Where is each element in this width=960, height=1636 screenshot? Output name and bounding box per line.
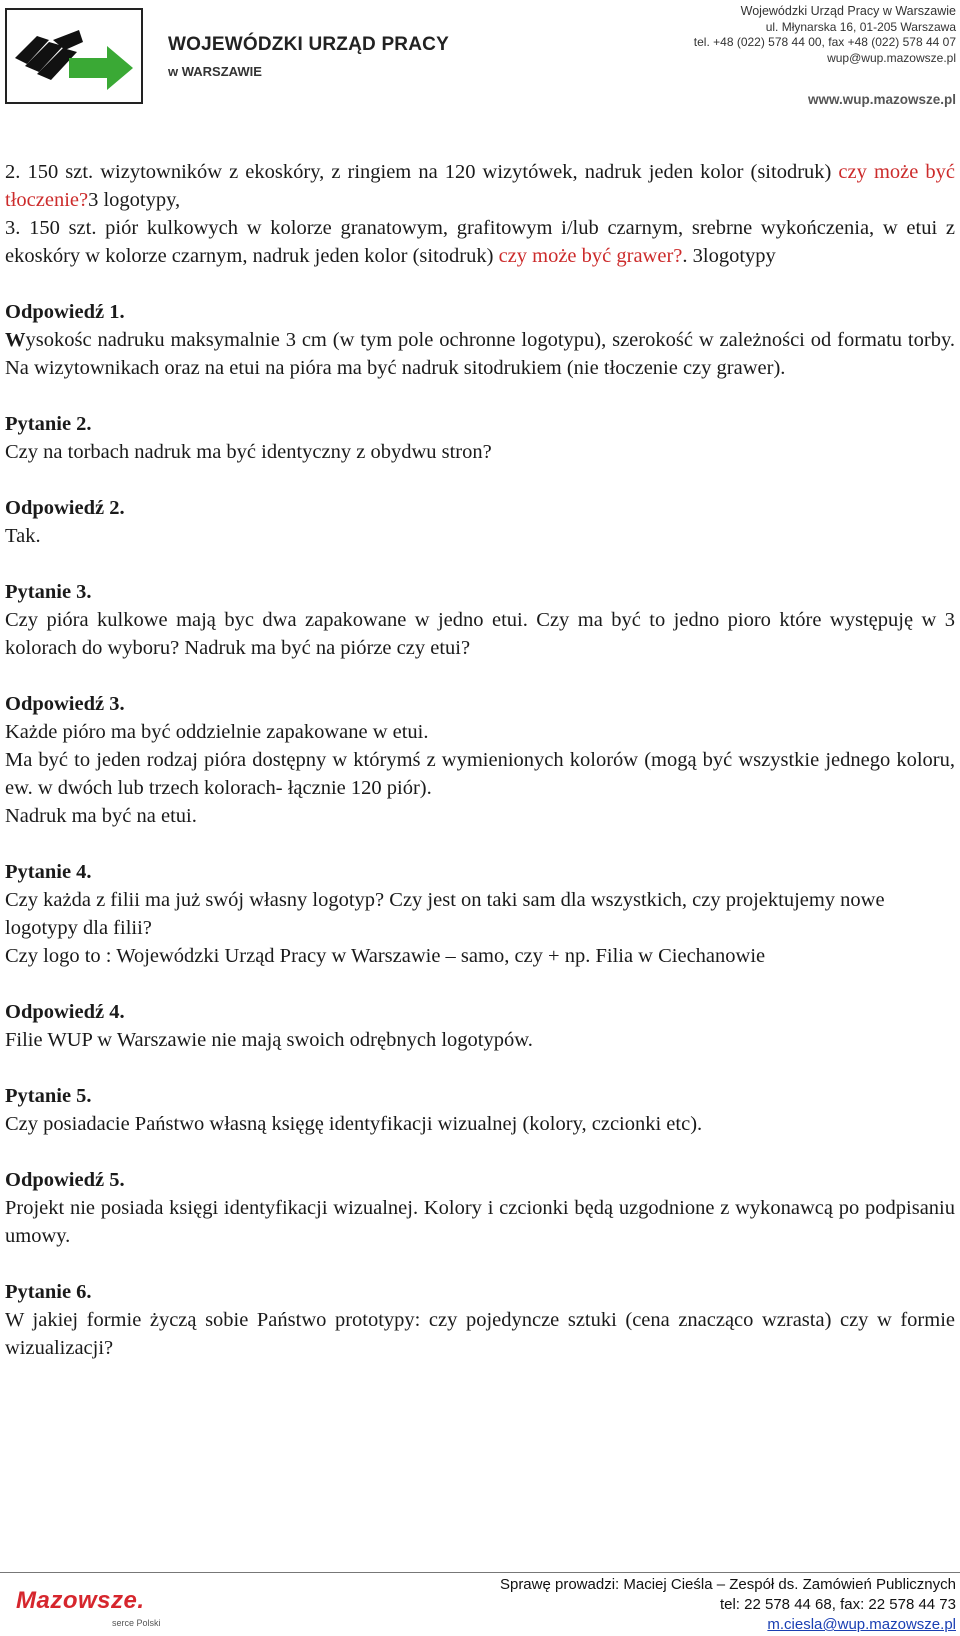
mazowsze-brand: Mazowsze. bbox=[16, 1587, 145, 1614]
answer-4-label: Odpowiedź 4. bbox=[5, 1001, 125, 1023]
footer-contact bbox=[500, 1575, 956, 1635]
item-2-text-end: 3 logotypy, bbox=[88, 189, 181, 211]
answer-5-label: Odpowiedź 5. bbox=[5, 1169, 125, 1191]
answer-3-text-3: Nadruk ma być na etui. bbox=[5, 805, 197, 827]
header-contact bbox=[694, 4, 956, 66]
answer-3-label: Odpowiedź 3. bbox=[5, 693, 125, 715]
question-2-text: Czy na torbach nadruk ma być identyczny z obydwu stron? bbox=[5, 441, 492, 463]
wup-logo-icon bbox=[7, 10, 141, 102]
footer-divider bbox=[0, 1572, 960, 1573]
footer-line-2: tel: 22 578 44 68, fax: 22 578 44 73 bbox=[719, 1596, 956, 1613]
question-6-label: Pytanie 6. bbox=[5, 1281, 92, 1303]
answer-2-text: Tak. bbox=[5, 525, 41, 547]
footer-email-link[interactable]: m.ciesla@wup.mazowsze.pl bbox=[767, 1616, 956, 1633]
contact-line-4[interactable]: wup@wup.mazowsze.pl bbox=[827, 50, 956, 65]
answer-3-text-2: Ma być to jeden rodzaj pióra dostępny w którymś z wymienionych kolorów (mogą być wszystkie jednego koloru, ew. w dwóch lub trzech kolorach- łącznie 120 piór). bbox=[5, 749, 955, 799]
item-2 bbox=[5, 158, 955, 214]
contact-line-2: ul. Młynarska 16, 01-205 Warszawa bbox=[765, 19, 956, 34]
mazowsze-logo bbox=[16, 1587, 161, 1628]
question-3-text: Czy pióra kulkowe mają byc dwa zapakowane w jedno etui. Czy ma być to jedno pioro które występuję w 3 kolorach do wyboru? Nadruk ma być na piórze czy etui? bbox=[5, 609, 955, 659]
footer-line-1: Sprawę prowadzi: Maciej Cieśla – Zespół ds. Zamówień Publicznych bbox=[499, 1576, 956, 1593]
contact-line-1: Wojewódzki Urząd Pracy w Warszawie bbox=[740, 4, 956, 18]
item-3 bbox=[5, 214, 955, 270]
question-5-label: Pytanie 5. bbox=[5, 1085, 92, 1107]
answer-3-text-1: Każde pióro ma być oddzielnie zapakowane w etui. bbox=[5, 721, 429, 743]
mazowsze-tagline: serce Polski bbox=[112, 1618, 161, 1628]
answer-4-text: Filie WUP w Warszawie nie mają swoich odrębnych logotypów. bbox=[5, 1029, 533, 1051]
question-4-label: Pytanie 4. bbox=[5, 861, 92, 883]
question-6-text: W jakiej formie życzą sobie Państwo prototypy: czy pojedyncze sztuki (cena znacząco wzrasta) czy w formie wizualizacji? bbox=[5, 1309, 955, 1359]
item-3-text: 3. 150 szt. piór kulkowych w kolorze granatowym, grafitowym i/lub czarnym, srebrne wykończenia, w etui z ekoskóry w kolorze czarnym, nadruk jeden kolor (sitodruk) bbox=[5, 217, 955, 267]
item-2-comment: czy może być tłoczenie? bbox=[5, 161, 955, 211]
question-5-text: Czy posiadacie Państwo własną księgę identyfikacji wizualnej (kolory, czcionki etc). bbox=[5, 1113, 703, 1135]
question-4-text-1: Czy każda z filii ma już swój własny logotyp? Czy jest on taki sam dla wszystkich, czy projektujemy nowe logotypy dla filii? bbox=[5, 889, 885, 939]
wup-logo bbox=[5, 8, 143, 104]
answer-5-text: Projekt nie posiada księgi identyfikacji wizualnej. Kolory i czcionki będą uzgodnione z wykonawcą po podpisaniu umowy. bbox=[5, 1197, 955, 1247]
answer-1-label: Odpowiedź 1. bbox=[5, 301, 125, 323]
document-body bbox=[5, 158, 955, 1362]
answer-1-text bbox=[5, 326, 955, 382]
answer-2-label: Odpowiedź 2. bbox=[5, 497, 125, 519]
organization-name: WOJEWÓDZKI URZĄD PRACY bbox=[168, 34, 449, 55]
question-3-label: Pytanie 3. bbox=[5, 581, 92, 603]
answer-1-initial: W bbox=[5, 329, 26, 351]
organization-city: w WARSZAWIE bbox=[168, 64, 262, 79]
question-2-label: Pytanie 2. bbox=[5, 413, 92, 435]
website-link[interactable]: www.wup.mazowsze.pl bbox=[807, 92, 956, 107]
item-2-text: 2. 150 szt. wizytowników z ekoskóry, z ringiem na 120 wizytówek, nadruk jeden kolor (sitodruk) bbox=[5, 161, 839, 183]
contact-line-3: tel. +48 (022) 578 44 00, fax +48 (022) 578 44 07 bbox=[693, 35, 956, 49]
question-4-text-2: Czy logo to : Wojewódzki Urząd Pracy w Warszawie – samo, czy + np. Filia w Ciechanowie bbox=[5, 945, 766, 967]
item-3-comment: czy może być grawer? bbox=[498, 245, 683, 267]
item-3-text-end: . 3logotypy bbox=[682, 245, 776, 267]
answer-1-body: ysokośc nadruku maksymalnie 3 cm (w tym pole ochronne logotypu), szerokość w zależności od formatu torby. Na wizytownikach oraz na etui na pióra ma być nadruk sitodrukiem (nie tłoczenie czy grawer). bbox=[5, 329, 955, 379]
letterhead bbox=[0, 0, 960, 120]
